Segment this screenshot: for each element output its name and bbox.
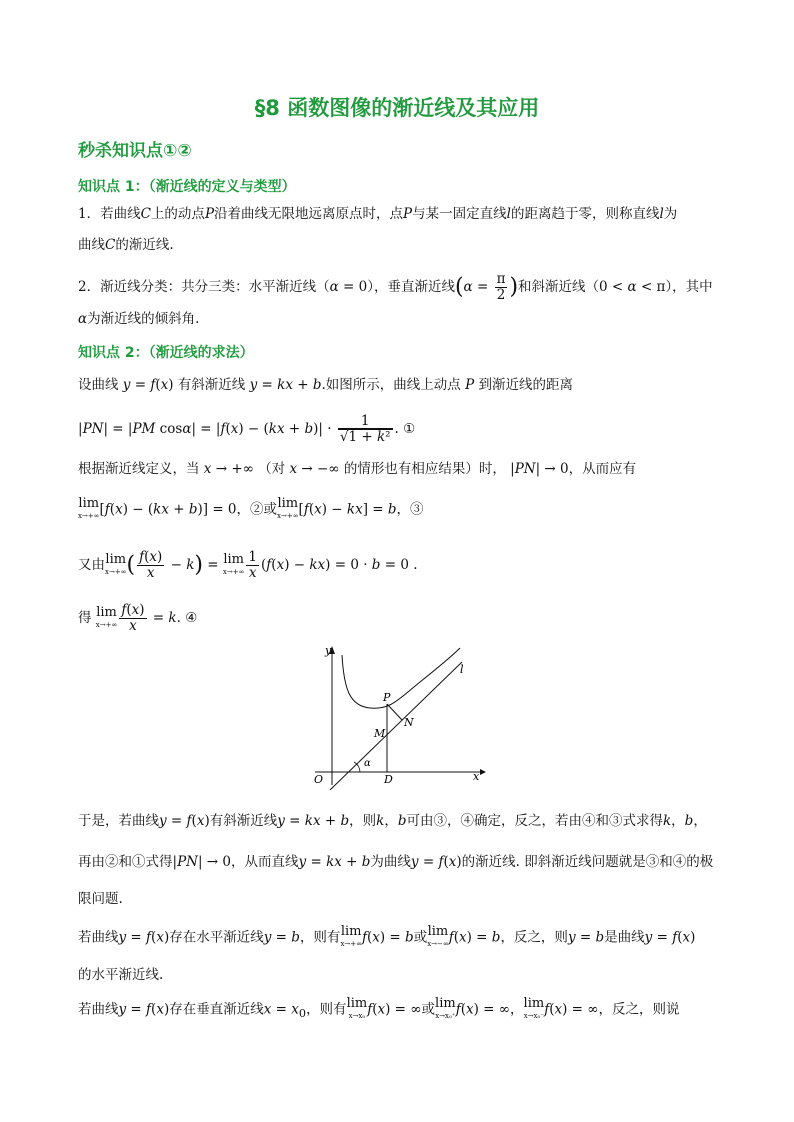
asymptote-figure: [310, 640, 490, 790]
curve: [342, 648, 460, 708]
kp2-paragraph2: 根据渐近线定义，当 x → +∞ （对 x → −∞ 的情形也有相应结果）时， |PN| → 0，从而应有: [78, 461, 637, 477]
after-paragraph-line2: 再由②和①式得|PN| → 0，从而直线y = kx + b为曲线y = f(x)的渐近线. 即斜渐近线问题就是③和④的极: [78, 854, 714, 870]
label-m: M: [374, 727, 386, 740]
after-paragraph-line1: 于是，若曲线y = f(x)有斜渐近线y = kx + b，则k，b可由③，④确定，反之，若由④和③式求得k，b，: [78, 813, 707, 829]
kp2-heading: 知识点 2：（渐近线的求法）: [78, 345, 254, 361]
section-heading: 秒杀知识点①②: [78, 141, 192, 161]
horizontal-asymptote-line1: 若曲线y = f(x)存在水平渐近线y = b，则有 lim x→+∞ f(x) = b或 lim x→−∞ f(x) = b，反之，则y = b是曲线y = f(x): [78, 924, 696, 948]
x-axis-arrow: [480, 769, 486, 775]
label-n: N: [404, 716, 414, 729]
kp2-limit-formulas: lim x→+∞ [f(x) − (kx + b)] = 0，②或 lim x→+∞ [f(x) − kx] = b，③: [78, 496, 424, 520]
kp1-classification-line1: 2．渐近线分类：共分三类：水平渐近线（α = 0），垂直渐近线(α = $\frac{\pi}{2}$ )和斜渐近线（0 < α < π），其中: [78, 271, 713, 303]
kp2-derivation: 又由 lim x→+∞ ( $\frac{f(x)}{x}$ − k) = lim x→+∞ $\frac{1}{x}$ (f(x) − kx) = 0 · b = 0 .: [78, 549, 418, 581]
vertical-asymptote-line1: 若曲线y = f(x)存在垂直渐近线$x = x_0$，则有 lim x→x₀ f(x) = ∞或 lim x→x₀⁺ f(x) = ∞， lim x→x₀⁻ f(x) = ∞，反之，则说: [78, 996, 680, 1021]
kp1-heading: 知识点 1：（渐近线的定义与类型）: [78, 179, 296, 195]
label-alpha: α: [364, 758, 371, 769]
kp1-classification-line2: α为渐近线的倾斜角.: [78, 311, 200, 327]
label-x: x: [473, 770, 480, 783]
asymptote-line: [330, 662, 462, 790]
kp1-definition-line1: 1．若曲线C上的动点P沿着曲线无限地远离原点时，点P与某一固定直线l的距离趋于零，则称直线l为: [78, 206, 678, 222]
perpendicular-pn: [387, 704, 402, 720]
kp1-definition-line2: 曲线C的渐近线.: [78, 237, 174, 253]
label-l: l: [460, 663, 464, 676]
label-d: D: [384, 773, 393, 786]
label-y: y: [325, 644, 332, 657]
after-paragraph-line3: 限问题.: [78, 891, 123, 907]
horizontal-asymptote-line2: 的水平渐近线.: [78, 967, 164, 983]
label-o: O: [314, 773, 324, 786]
label-p: P: [383, 691, 391, 704]
kp2-distance-formula: |PN| = |PM cosα| = |f(x) − (kx + b)| · $\frac{1}{\text{√1 + k²}}$ . ①: [78, 413, 416, 445]
kp2-result: 得 lim x→+∞ $\frac{f(x)}{x}$ = k. ④: [78, 602, 198, 634]
page-title: §8 函数图像的渐近线及其应用: [254, 96, 540, 120]
kp2-paragraph1: 设曲线 y = f(x) 有斜渐近线 y = kx + b.如图所示，曲线上动点 P 到渐近线的距离: [78, 377, 573, 393]
